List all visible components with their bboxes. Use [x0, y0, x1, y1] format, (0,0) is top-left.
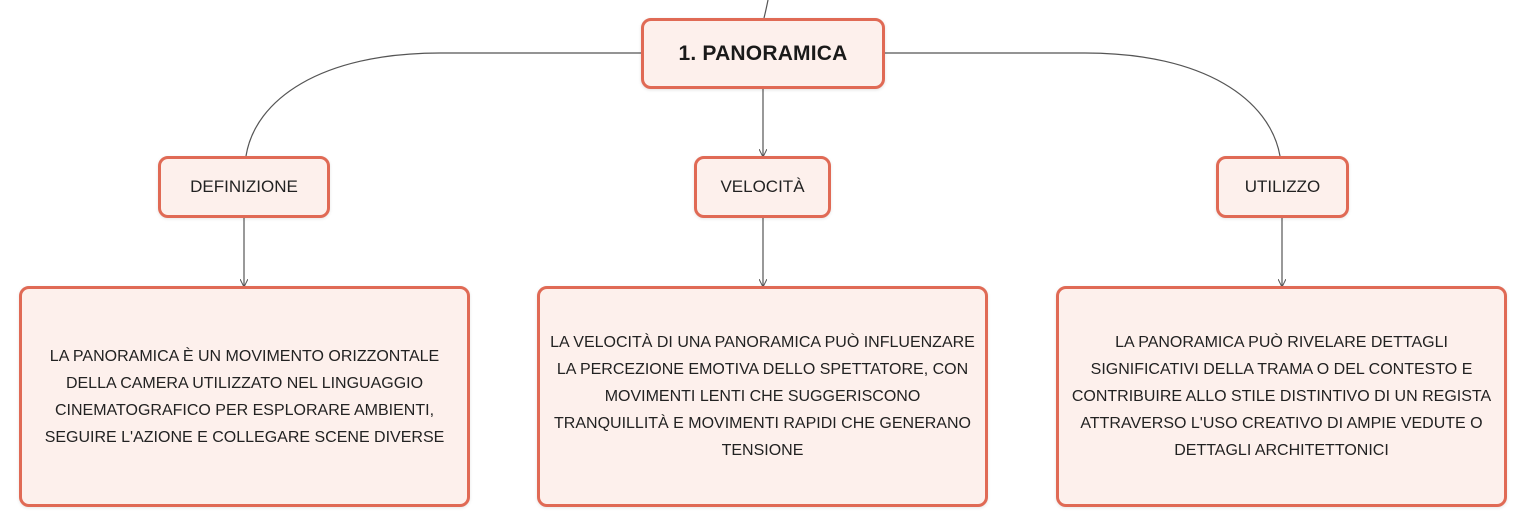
- topic-label-utilizzo: UTILIZZO: [1244, 177, 1321, 196]
- description-node-utilizzo[interactable]: [1056, 286, 1507, 507]
- topic-node-utilizzo[interactable]: [1216, 156, 1349, 218]
- description-node-velocita[interactable]: [537, 286, 988, 507]
- root-label: 1. PANORAMICA: [678, 41, 848, 65]
- description-text-utilizzo: LA PANORAMICA PUÒ RIVELARE DETTAGLI SIGNIFICATIVI DELLA TRAMA O DEL CONTESTO E CONTRIBUIRE ALLO STILE DISTINTIVO DI UN REGISTA ATTRAVERSO L'USO CREATIVO DI AMPIE VEDUTE O DETTAGLI ARCHITETTONICI: [1071, 334, 1492, 459]
- topic-node-definizione[interactable]: [158, 156, 330, 218]
- topic-label-velocita: VELOCITÀ: [720, 177, 805, 196]
- root-node[interactable]: [641, 18, 885, 89]
- connector-root-definizione: [246, 53, 641, 156]
- topic-label-definizione: DEFINIZIONE: [190, 177, 298, 196]
- description-node-definizione[interactable]: [19, 286, 470, 507]
- description-text-velocita: LA VELOCITÀ DI UNA PANORAMICA PUÒ INFLUENZARE LA PERCEZIONE EMOTIVA DELLO SPETTATORE, CON MOVIMENTI LENTI CHE SUGGERISCONO TRANQUILLITÀ E MOVIMENTI RAPIDI CHE GENERANO TENSIONE: [550, 334, 975, 459]
- incoming-connector: [764, 0, 768, 18]
- topic-node-velocita[interactable]: [694, 156, 831, 218]
- connector-root-utilizzo: [885, 53, 1280, 156]
- description-text-definizione: LA PANORAMICA È UN MOVIMENTO ORIZZONTALE DELLA CAMERA UTILIZZATO NEL LINGUAGGIO CINEMATOGRAFICO PER ESPLORARE AMBIENTI, SEGUIRE L'AZIONE E COLLEGARE SCENE DIVERSE: [44, 347, 445, 446]
